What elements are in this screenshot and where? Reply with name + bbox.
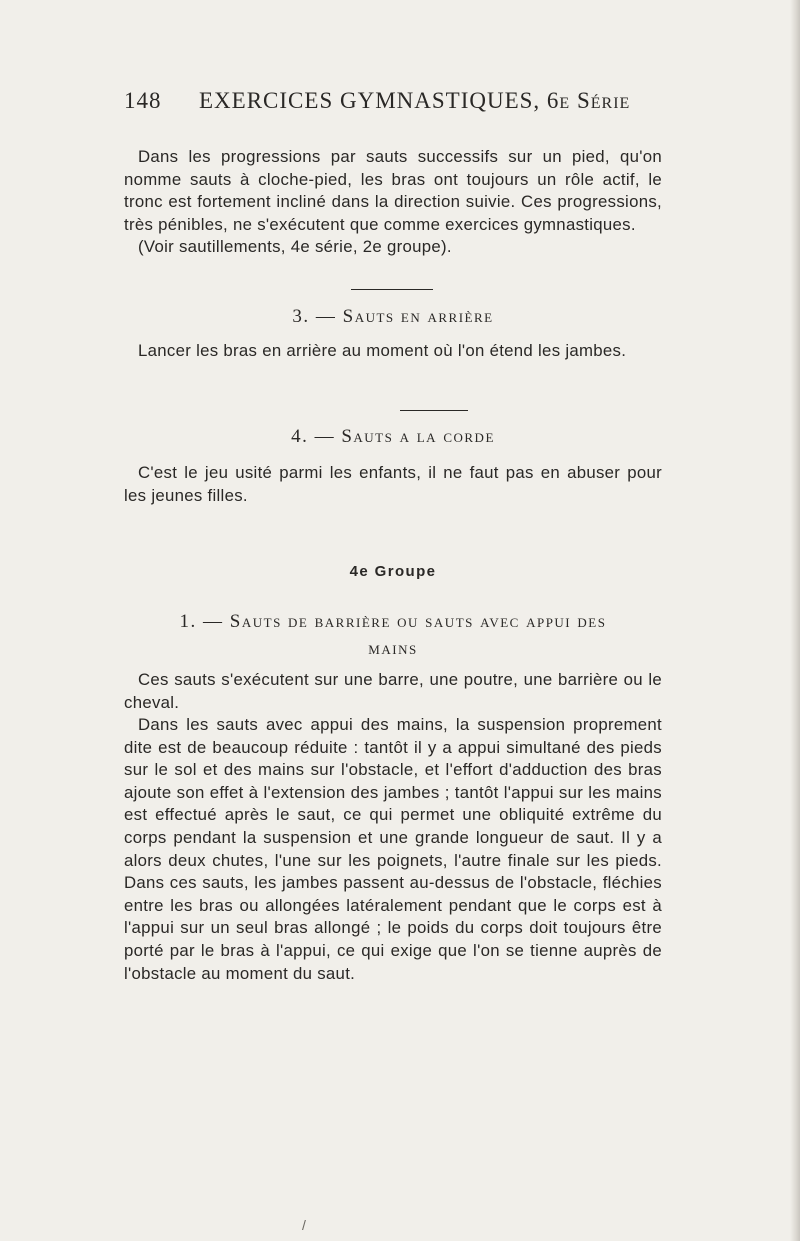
section-1-intro: Ces sauts s'exécutent sur une barre, une poutre, une barrière ou le cheval. [124, 670, 662, 712]
page-edge-shadow [790, 0, 800, 1241]
section-1-body: Dans les sauts avec appui des mains, la suspension proprement dite est de beaucoup réduite : tantôt il y a appui simultané des pieds sur le sol et des mains sur l'obstacle, et l'effort d'adduction des bras ajoute son effet à l'extension des jambes ; tantôt l'appui sur les mains est effectué après le saut, ce qui permet une obliquité extrême du corps pendant la suspension et une grande longueur de saut. Il y a alors deux chutes, l'une sur les poignets, l'autre finale sur les pieds. Dans ces sauts, les jambes passent au-dessus de l'obstacle, fléchies entre les bras ou allongées latéralement pendant que le corps est à l'appui sur un seul bras allongé ; le poids du corps doit toujours être porté par le bras à l'appui, ce qui exige que l'on se tienne auprès de l'obstacle au moment du saut. [124, 715, 662, 983]
section-4-body: C'est le jeu usité parmi les enfants, il ne faut pas en abuser pour les jeunes filles. [124, 463, 662, 505]
paragraph-voir-sautillements: (Voir sautillements, 4e série, 2e groupe). [138, 237, 452, 256]
divider-rule [400, 410, 468, 411]
running-title: EXERCICES GYMNASTIQUES, 6e Série [199, 88, 631, 113]
section-1-title: 1. — Sauts de barrière ou sauts avec appui des mains [179, 611, 607, 659]
section-3-title: 3. — Sauts en arrière [292, 306, 494, 327]
group-title: 4e Groupe [349, 563, 437, 580]
section-3-body: Lancer les bras en arrière au moment où l'on étend les jambes. [138, 341, 627, 360]
running-header [124, 88, 684, 114]
paper-mark: / [302, 1217, 306, 1233]
paragraph-cloche-pied: Dans les progressions par sauts successifs sur un pied, qu'on nomme sauts à cloche-pied, les bras ont toujours un rôle actif, le tronc est fortement incliné dans la direction suivie. Ces progressions, très pénibles, ne s'exécutent que comme exercices gymnastiques. [124, 147, 662, 234]
divider-rule [351, 289, 433, 290]
page-number: 148 [124, 88, 162, 113]
section-4-title: 4. — Sauts a la corde [291, 426, 495, 447]
